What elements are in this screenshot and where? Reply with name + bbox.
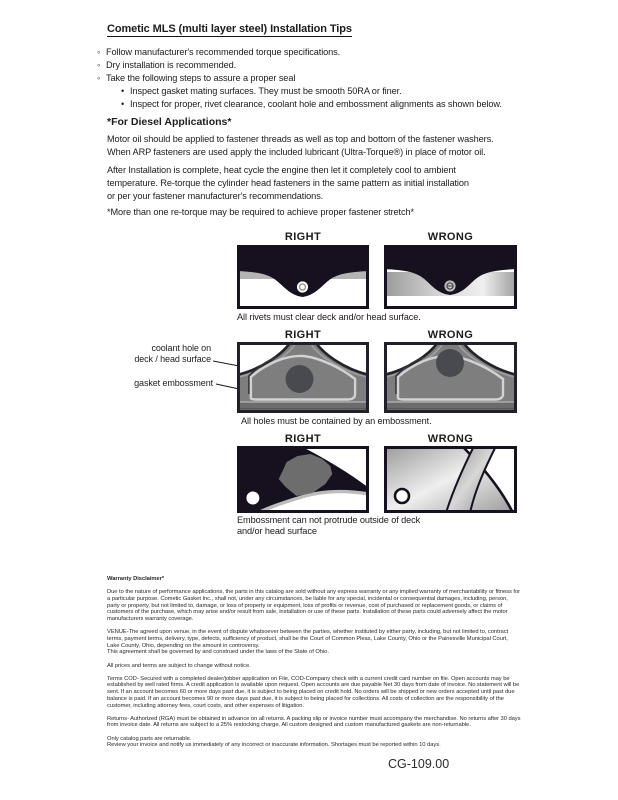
caption-line: and/or head surface: [237, 526, 317, 536]
retorque-note: *More than one re-torque may be required to achieve proper fastener stretch*: [107, 207, 414, 217]
legal-paragraph: Due to the nature of performance applications, the parts in this catalog are sold without any express warranty or any implied warranty of merchantability or fitness for a particular purpose. Cometic Gasket Inc., shall not, under any circumstances, be liable for any special, incidental or consequential damages, including, person, party or property, but not limited to, damage, or loss of property or equipment, loss of profits or revenue, cost of purchased or replacement goods, or claims of customers of the purchase, which may arise and/or result from sale, installation or use of these parts. Installation of these parts could adversely affect the motor manufacturers warranty coverage.: [107, 589, 521, 623]
right-label-row2: RIGHT: [284, 329, 322, 341]
diesel-paragraph-2: [107, 164, 469, 203]
sub-bullet-icon: •: [121, 86, 125, 96]
row3-caption: [237, 515, 420, 537]
diesel-heading: *For Diesel Applications*: [107, 116, 232, 128]
paragraph-line: Motor oil should be applied to fastener threads as well as top and bottom of the fastener washers.: [107, 134, 494, 144]
diagram-row3-wrong: [384, 446, 517, 513]
tip-text: Dry installation is recommended.: [106, 60, 237, 70]
sub-bullet-icon: •: [121, 99, 125, 109]
paragraph-line: When ARP fasteners are used apply the included lubricant (Ultra-Torque®) in place of motor oil.: [107, 147, 486, 157]
warranty-disclaimer-heading: Warranty Disclaimer*: [107, 576, 165, 582]
wrong-label-row3: WRONG: [427, 433, 474, 445]
diagram-row1-wrong: [384, 245, 517, 309]
paragraph-line: temperature. Re-torque the cylinder head fasteners in the same pattern as initial installation: [107, 178, 469, 188]
right-label-row3: RIGHT: [284, 433, 322, 445]
coolant-hole-callout: [95, 343, 211, 364]
legal-section: [107, 576, 521, 756]
tip-text: Inspect for proper, rivet clearance, coolant hole and embossment alignments as shown below.: [130, 99, 502, 109]
tip-text: Follow manufacturer's recommended torque specifications.: [106, 47, 341, 57]
right-label-row1: RIGHT: [284, 231, 322, 243]
callout-line: deck / head surface: [134, 353, 211, 364]
legal-paragraph: Terms COD- Secured with a completed dealer/jobber application on File, COD-Company check with a current credit card number on file. Open accounts may be established by well rated firms. A credit application is available upon request. Open accounts are due payable Net 30 days from date of invoice. No statement will be sent. If an account becomes 60 or more days past due, it is subject to being placed on credit hold. No orders will be shipped or new orders accepted until past due balance is paid. If an account becomes 90 or more days past due, it is subject to being placed for collections. All costs of collection are the responsibility of the customer, including attorney fees, court costs, and other expenses of litigation.: [107, 675, 520, 709]
paragraph-line: or per your fastener manufacturer's recommendations.: [107, 191, 324, 201]
paragraph-line: After Installation is complete, heat cycle the engine then let it completely cool to ambient: [107, 165, 456, 175]
wrong-label-row2: WRONG: [427, 329, 474, 341]
gasket-embossment-callout: gasket embossment: [134, 378, 213, 388]
tip-text: Take the following steps to assure a proper seal: [106, 73, 296, 83]
diagram-row1-right: [237, 245, 369, 309]
wrong-label-row1: WRONG: [427, 231, 474, 243]
bullet-icon: ◦: [97, 73, 101, 83]
list-item: [121, 98, 502, 111]
list-item: [97, 46, 502, 59]
bullet-icon: ◦: [97, 47, 101, 57]
legal-paragraph: Only catalog parts are returnable.: [107, 735, 192, 742]
list-item: [97, 72, 502, 85]
tip-text: Inspect gasket mating surfaces. They must be smooth 50RA or finer.: [130, 86, 402, 96]
diagram-row3-right: [237, 446, 369, 513]
legal-paragraph: All prices and terms are subject to change without notice.: [107, 662, 251, 669]
legal-paragraph: Returns- Authorized (RGA) must be obtained in advance on all returns. A packing slip or invoice number must accompany the merchandise. No returns after 30 days from invoice date. All returns are subject to a 25% restocking charge. All custom designed and custom manufactured gaskets are non-returnable.: [107, 715, 521, 729]
bullet-icon: ◦: [97, 60, 101, 70]
diagram-row2-wrong: [384, 342, 517, 413]
diesel-paragraph-1: [107, 133, 494, 159]
installation-tips-list: [97, 46, 502, 111]
page-code: CG-109.00: [388, 757, 450, 771]
page-title: Cometic MLS (multi layer steel) Installation Tips: [107, 23, 352, 35]
legal-paragraph: VENUE-The agreed upon venue, in the event of dispute whatsoever between the parties, whether instituted by either party, including, but not limited to, contract terms, payment terms, delivery, type, defects, sufficiency of product, shall be the Court of Common Pleas, Lake County, Ohio or the Painesville Municipal Court, Lake County, Ohio, depending on the amount in controversy.: [107, 629, 509, 649]
legal-paragraph: This agreement shall be governed by and construed under the laws of the State of Ohio.: [107, 649, 329, 656]
list-item: [121, 85, 502, 98]
caption-line: Embossment can not protrude outside of deck: [237, 515, 421, 525]
legal-paragraph: Review your invoice and notify us immediately of any incorrect or inaccurate information. Shortages must be reported within 10 days.: [107, 742, 441, 749]
row1-caption: All rivets must clear deck and/or head surface.: [237, 312, 421, 322]
row2-caption: All holes must be contained by an embossment.: [241, 416, 432, 426]
diagram-row2-right: [237, 342, 369, 413]
callout-line: coolant hole on: [151, 343, 211, 353]
list-item: [97, 59, 502, 72]
